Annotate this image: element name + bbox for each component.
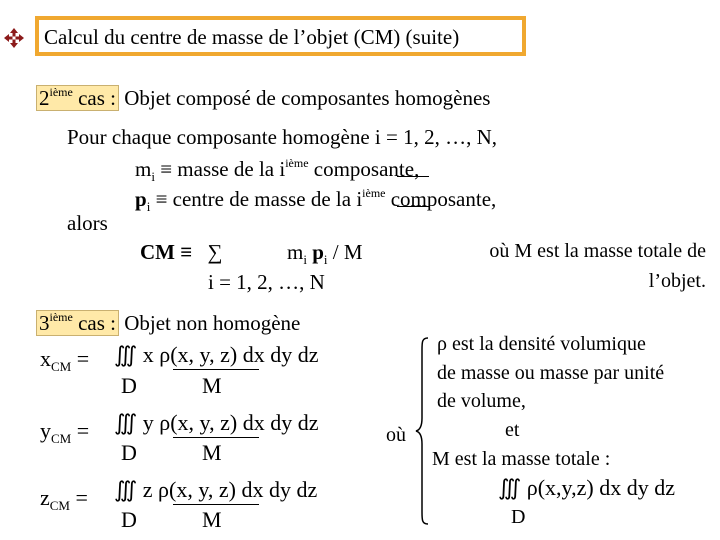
case2-cas: cas : — [78, 86, 116, 110]
zcm-fraction-bar — [173, 504, 259, 505]
zcm-eq: = — [75, 485, 88, 510]
ou-text: où — [386, 424, 406, 446]
case3-num: 3 — [39, 311, 50, 335]
mi-tail: composante, — [308, 157, 420, 181]
pi-underline — [397, 206, 429, 207]
xcm-domain: D — [121, 373, 137, 398]
mass-total-text: M est la masse totale : — [432, 448, 611, 470]
pi-tail: composante, — [385, 187, 497, 211]
pi-def: ≡ centre de masse de la i — [155, 187, 363, 211]
ycm-sub: CM — [51, 431, 72, 446]
ycm-fraction-bar — [173, 437, 259, 438]
where-m-line1: où M est la masse totale de — [489, 240, 706, 262]
mass-domain: D — [511, 506, 526, 528]
mi-sup: ième — [285, 156, 309, 170]
case2-mi-line — [135, 157, 419, 183]
rho-line1: ρ est la densité volumique — [437, 333, 646, 355]
case2-sup: ième — [49, 85, 73, 99]
cm-formula — [140, 242, 222, 263]
cm-label: CM ≡ — [140, 240, 193, 264]
rho-line3: de volume, — [437, 390, 526, 412]
zcm-label — [40, 487, 88, 512]
mi-m: m — [135, 157, 152, 181]
over-m: / M — [332, 240, 363, 264]
xcm-label — [40, 348, 89, 373]
alors-text: alors — [67, 211, 108, 235]
case2-line1: Pour chaque composante homogène i = 1, 2, …, N, — [67, 125, 498, 149]
case3-title: Objet non homogène — [124, 311, 301, 335]
mass-integral: ∭ ρ(x,y,z) dx dy dz — [498, 475, 675, 500]
case2-title: Objet composé de composantes homogènes — [124, 86, 491, 110]
mi2-m: m — [287, 240, 304, 264]
pi2-i: i — [323, 252, 328, 267]
xcm-sub: CM — [51, 359, 72, 374]
xcm-x: x — [40, 346, 51, 371]
xcm-integral: ∭ x ρ(x, y, z) dx dy dz — [114, 342, 319, 367]
zcm-domain: D — [121, 507, 137, 532]
pi-p: p — [135, 187, 147, 211]
xcm-eq: = — [76, 346, 90, 371]
mi-underline — [397, 176, 429, 177]
mi-def: ≡ masse de la i — [160, 157, 286, 181]
sigma-symbol: ∑ — [207, 240, 223, 264]
move-arrows-icon — [3, 27, 25, 49]
zcm-denominator: M — [202, 507, 222, 532]
pi-i: i — [146, 199, 151, 214]
case2-label — [36, 85, 119, 111]
pi2-p: p — [312, 240, 324, 264]
zcm-integral: ∭ z ρ(x, y, z) dx dy dz — [114, 477, 318, 502]
case2-num: 2 — [39, 86, 50, 110]
case2-pi-line — [135, 187, 496, 213]
case3-heading — [36, 311, 300, 334]
mi-i: i — [151, 169, 155, 184]
ycm-denominator: M — [202, 440, 222, 465]
mi2-i: i — [303, 252, 307, 267]
zcm-z: z — [40, 485, 50, 510]
sum-range: i = 1, 2, …, N — [208, 270, 325, 294]
ycm-integral: ∭ y ρ(x, y, z) dx dy dz — [114, 410, 319, 435]
rho-line2: de masse ou masse par unité — [437, 362, 665, 384]
pi-sup: ième — [362, 186, 386, 200]
case3-label — [36, 310, 119, 336]
zcm-sub: CM — [49, 498, 70, 513]
xcm-fraction-bar — [173, 369, 259, 370]
case3-cas: cas : — [78, 311, 116, 335]
ycm-y: y — [40, 418, 51, 443]
case3-sup: ième — [49, 310, 73, 324]
page-title: Calcul du centre de masse de l’objet (CM) (suite) — [44, 25, 460, 49]
where-m-line2: l’objet. — [648, 270, 706, 292]
left-brace — [414, 336, 430, 526]
case2-heading — [36, 86, 490, 109]
xcm-denominator: M — [202, 373, 222, 398]
ycm-label — [40, 420, 89, 445]
ycm-domain: D — [121, 440, 137, 465]
ycm-eq: = — [76, 418, 90, 443]
et-text: et — [505, 419, 520, 441]
cm-terms — [287, 242, 363, 266]
